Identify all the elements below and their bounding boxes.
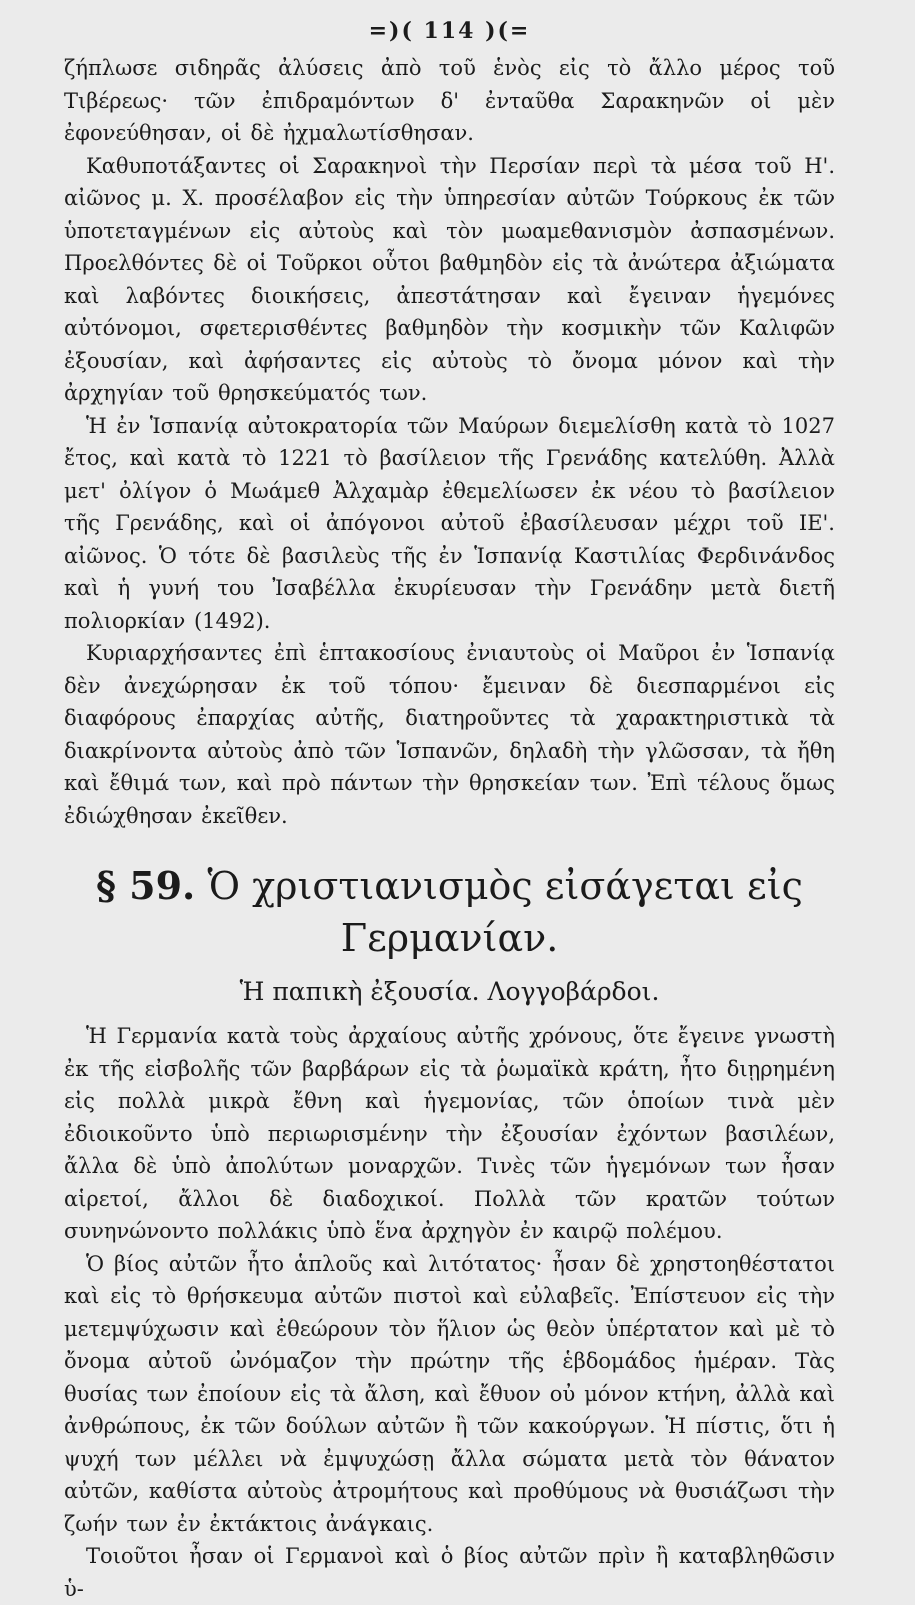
paragraph: Κυριαρχήσαντες ἐπὶ ἑπτακοσίους ἐνιαυτοὺς οἱ Μαῦροι ἐν Ἱσπανίᾳ δὲν ἀνεχώρησαν ἐκ τοῦ τόπου· ἔμειναν δὲ διεσπαρμένοι εἰς διαφόρους ἐπαρχίας αὐτῆς, διατηροῦντες τὰ χαρακτηριστικὰ τὰ διακρίνοντα αὐτοὺς ἀπὸ τῶν Ἱσπανῶν, δηλαδὴ τὴν γλῶσσαν, τὰ ἤθη καὶ ἔθιμά των, καὶ πρὸ πάντων τὴν θρησκείαν των. Ἐπὶ τέλους ὅμως ἐδιώχθησαν ἐκεῖθεν. (64, 641, 835, 828)
paragraph: Ὁ βίος αὐτῶν ἦτο ἁπλοῦς καὶ λιτότατος· ἦσαν δὲ χρηστοηθέστατοι καὶ εἰς τὸ θρήσκευμα αὐτῶν πιστοὶ καὶ εὐλαβεῖς. Ἐπίστευον εἰς τὴν μετεμψύχωσιν καὶ ἐθεώρουν τὸν ἥλιον ὡς θεὸν ὑπέρτατον καὶ μὲ τὸ ὄνομα αὐτοῦ ὠνόμαζον τὴν πρώτην τῆς ἑβδομάδος ἡμέραν. Τὰς θυσίας των ἐποίουν εἰς τὰ ἄλση, καὶ ἔθυον οὐ μόνον κτήνη, ἀλλὰ καὶ ἀνθρώπους, ἐκ τῶν δούλων αὐτῶν ἢ τῶν κακούργων. Ἡ πίστις, ὅτι ἡ ψυχή των μέλλει νὰ ἐμψυχώσῃ ἄλλα σώματα μετὰ τὸν θάνατον αὐτῶν, καθίστα αὐτοὺς ἀτρομήτους καὶ προθύμους νὰ θυσιάζωσι τὴν ζωήν των ἐν ἐκτάκτοις ἀνάγκαις. (64, 1251, 835, 1536)
paragraph: Καθυποτάξαντες οἱ Σαρακηνοὶ τὴν Περσίαν περὶ τὰ μέσα τοῦ Η'. αἰῶνος μ. Χ. προσέλαβον εἰς τὴν ὑπηρεσίαν αὐτῶν Τούρκους ἐκ τῶν ὑποτεταγμένων εἰς αὐτοὺς καὶ τὸν μωαμεθανισμὸν ἀσπασμένων. Προελθόντες δὲ οἱ Τοῦρκοι οὗτοι βαθμηδὸν εἰς τὰ ἀνώτερα ἀξιώματα καὶ λαβόντες διοικήσεις, ἀπεστάτησαν καὶ ἔγειναν ἡγεμόνες αὐτόνομοι, σφετερισθέντες βαθμηδὸν τὴν κοσμικὴν τῶν Καλιφῶν ἐξουσίαν, καὶ ἀφήσαντες εἰς αὐτοὺς τὸ ὄνομα μόνον καὶ τὴν ἀρχηγίαν τοῦ θρησκεύματός των. (64, 153, 835, 405)
section-title-line1: Ὁ χριστιανισμὸς εἰσάγεται εἰς (207, 864, 803, 908)
paragraph: ζήπλωσε σιδηρᾶς ἀλύσεις ἀπὸ τοῦ ἑνὸς εἰς τὸ ἄλλο μέρος τοῦ Τιβέρεως· τῶν ἐπιδραμόντων δ' ἐνταῦθα Σαρακηνῶν οἱ μὲν ἐφονεύθησαν, οἱ δὲ ἠχμαλωτίσθησαν. (64, 56, 835, 145)
section-subtitle: Ἡ παπικὴ ἐξουσία. Λογγοβάρδοι. (239, 977, 660, 1006)
paragraph: Ἡ ἐν Ἱσπανίᾳ αὐτοκρατορία τῶν Μαύρων διεμελίσθη κατὰ τὸ 1027 ἔτος, καὶ κατὰ τὸ 1221 τὸ βασίλειον τῆς Γρενάδης κατελύθη. Ἀλλὰ μετ' ὀλίγον ὁ Μωάμεθ Ἀλχαμὰρ ἐθεμελίωσεν ἐκ νέου τὸ βασίλειον τῆς Γρενάδης, καὶ οἱ ἀπόγονοι αὐτοῦ ἐβασίλευσαν μέχρι τοῦ ΙΕ'. αἰῶνος. Ὁ τότε δὲ βασιλεὺς τῆς ἐν Ἱσπανίᾳ Καστιλίας Φερδινάνδος καὶ ἡ γυνή του Ἰσαβέλλα ἐκυρίευσαν τὴν Γρενάδην μετὰ διετῆ πολιορκίαν (1492). (64, 413, 835, 633)
page-number: =)( 114 )(= (368, 18, 531, 44)
section-number: § 59. (96, 863, 196, 908)
page-header (64, 10, 835, 52)
paragraph: Τοιοῦτοι ἦσαν οἱ Γερμανοὶ καὶ ὁ βίος αὐτῶν πρὶν ἢ καταβληθῶσιν ὑ- (64, 1544, 835, 1601)
section-title (64, 860, 835, 964)
section-title-line2: Γερμανίαν. (340, 916, 559, 960)
paragraph: Ἡ Γερμανία κατὰ τοὺς ἀρχαίους αὐτῆς χρόνους, ὅτε ἔγεινε γνωστὴ ἐκ τῆς εἰσβολῆς τῶν βαρβάρων εἰς τὰ ῥωμαϊκὰ κράτη, ἦτο διῃρημένη εἰς πολλὰ μικρὰ ἔθνη καὶ ἡγεμονίας, τῶν ὁποίων τινὰ μὲν ἐδιοικοῦντο ὑπὸ περιωρισμένην τὴν ἐξουσίαν ἐχόντων βασιλέων, ἄλλα δὲ ὑπὸ ἀπολύτων μοναρχῶν. Τινὲς τῶν ἡγεμόνων των ἦσαν αἱρετοί, ἄλλοι δὲ διαδοχικοί. Πολλὰ τῶν κρατῶν τούτων συνηνώνοντο πολλάκις ὑπὸ ἕνα ἀρχηγὸν ἐν καιρῷ πολέμου. (64, 1024, 835, 1243)
